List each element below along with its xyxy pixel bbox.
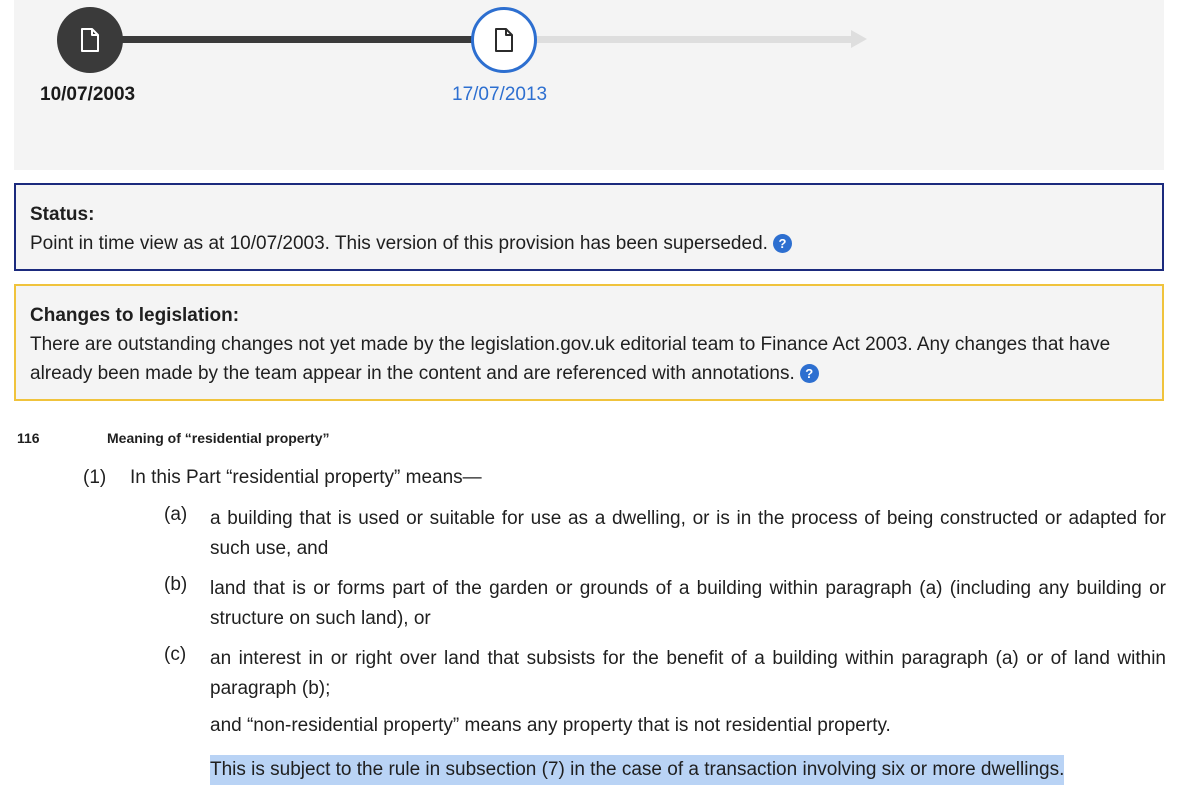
- paragraph-text-c: an interest in or right over land that subsists for the benefit of a building within paragraph (a) or of land within paragraph (b);: [210, 648, 1166, 699]
- timeline-node-current[interactable]: [471, 7, 537, 73]
- definition-trailer: and “non-residential property” means any property that is not residential property.: [210, 715, 891, 736]
- document-icon: [494, 28, 514, 52]
- changes-box: [14, 284, 1164, 401]
- changes-text: There are outstanding changes not yet made by the legislation.gov.uk editorial team to Finance Act 2003. Any changes that have already been made by the team appear in the content and are referenced with annotations.: [30, 334, 1111, 384]
- paragraph-label-a: (a): [164, 504, 188, 525]
- status-text: Point in time view as at 10/07/2003. This version of this provision has been superseded.: [30, 233, 768, 254]
- timeline-date-past[interactable]: 10/07/2003: [40, 84, 136, 105]
- subsection-number: (1): [83, 467, 107, 488]
- timeline-line-past: [109, 36, 475, 43]
- paragraph-label-c: (c): [164, 644, 187, 665]
- subsection-text: In this Part “residential property” means—: [130, 467, 482, 488]
- help-icon[interactable]: ?: [773, 234, 792, 253]
- paragraph-text-b: land that is or forms part of the garden or grounds of a building within paragraph (a) (including any building or structure on such land), or: [210, 578, 1166, 629]
- help-icon[interactable]: ?: [800, 364, 819, 383]
- status-text-line: [30, 229, 1148, 258]
- timeline-node-past[interactable]: [57, 7, 123, 73]
- paragraph-label-b: (b): [164, 574, 188, 595]
- section-number: 116: [17, 430, 40, 446]
- timeline-date-current[interactable]: 17/07/2013: [452, 84, 548, 105]
- changes-title: Changes to legislation:: [30, 305, 240, 326]
- highlighted-text: This is subject to the rule in subsection (7) in the case of a transaction involving six or more dwellings.: [210, 755, 1064, 785]
- paragraph-text-a: a building that is used or suitable for use as a dwelling, or is in the process of being constructed or adapted for such use, and: [210, 508, 1166, 559]
- document-icon: [80, 28, 100, 52]
- timeline-arrow-icon: [851, 30, 867, 48]
- timeline-panel: [14, 0, 1164, 170]
- status-box: [14, 183, 1164, 271]
- changes-text-line: [30, 330, 1148, 388]
- timeline-line-future: [535, 36, 853, 43]
- status-title: Status:: [30, 204, 95, 225]
- section-title: Meaning of “residential property”: [107, 430, 330, 446]
